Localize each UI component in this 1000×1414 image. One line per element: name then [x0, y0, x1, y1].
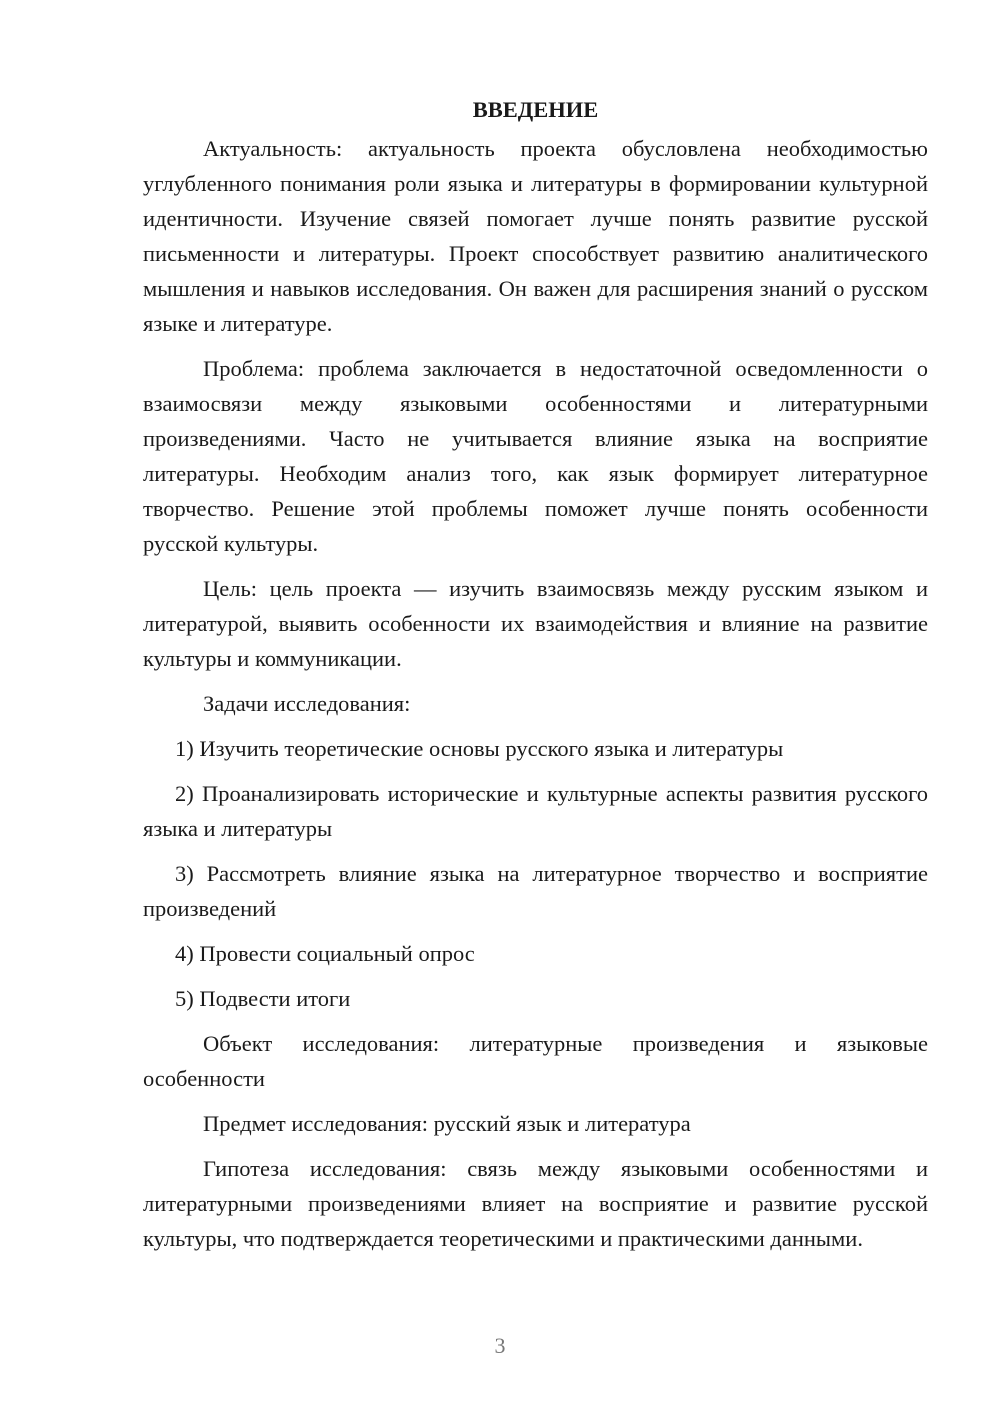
paragraph-subject: Предмет исследования: русский язык и литература — [203, 1111, 691, 1136]
document-page — [143, 92, 928, 1266]
page-title: ВВЕДЕНИЕ — [472, 97, 599, 122]
task-item-5: 5) Подвести итоги — [175, 986, 351, 1011]
tasks-heading: Задачи исследования: — [203, 691, 411, 716]
paragraph-problem: Проблема: проблема заключается в недостаточной осведомленности о взаимосвязи между языковыми особенностями и литературными произведениями. Часто не учитывается влияние языка на восприятие литературы. Необходим анализ того, как язык формирует литературное творчество. Решение этой проблемы поможет лучше понять особенности русской культуры. — [143, 356, 928, 556]
task-item-1: 1) Изучить теоретические основы русского языка и литературы — [175, 736, 784, 761]
paragraph-hypothesis: Гипотеза исследования: связь между языковыми особенностями и литературными произведениями влияет на восприятие и развитие русской культуры, что подтверждается теоретическими и практическими данными. — [143, 1156, 928, 1251]
task-item-4: 4) Провести социальный опрос — [175, 941, 475, 966]
paragraph-object: Объект исследования: литературные произведения и языковые особенности — [143, 1031, 928, 1091]
paragraph-relevance: Актуальность: актуальность проекта обусловлена необходимостью углубленного понимания роли языка и литературы в формировании культурной идентичности. Изучение связей помогает лучше понять развитие русской письменности и литературы. Проект способствует развитию аналитического мышления и навыков исследования. Он важен для расширения знаний о русском языке и литературе. — [143, 136, 928, 336]
paragraph-goal: Цель: цель проекта — изучить взаимосвязь между русским языком и литературой, выявить особенности их взаимодействия и влияние на развитие культуры и коммуникации. — [143, 576, 928, 671]
task-item-3: 3) Рассмотреть влияние языка на литературное творчество и восприятие произведений — [143, 861, 928, 921]
task-item-2: 2) Проанализировать исторические и культурные аспекты развития русского языка и литературы — [143, 781, 928, 841]
page-number: 3 — [494, 1333, 506, 1358]
